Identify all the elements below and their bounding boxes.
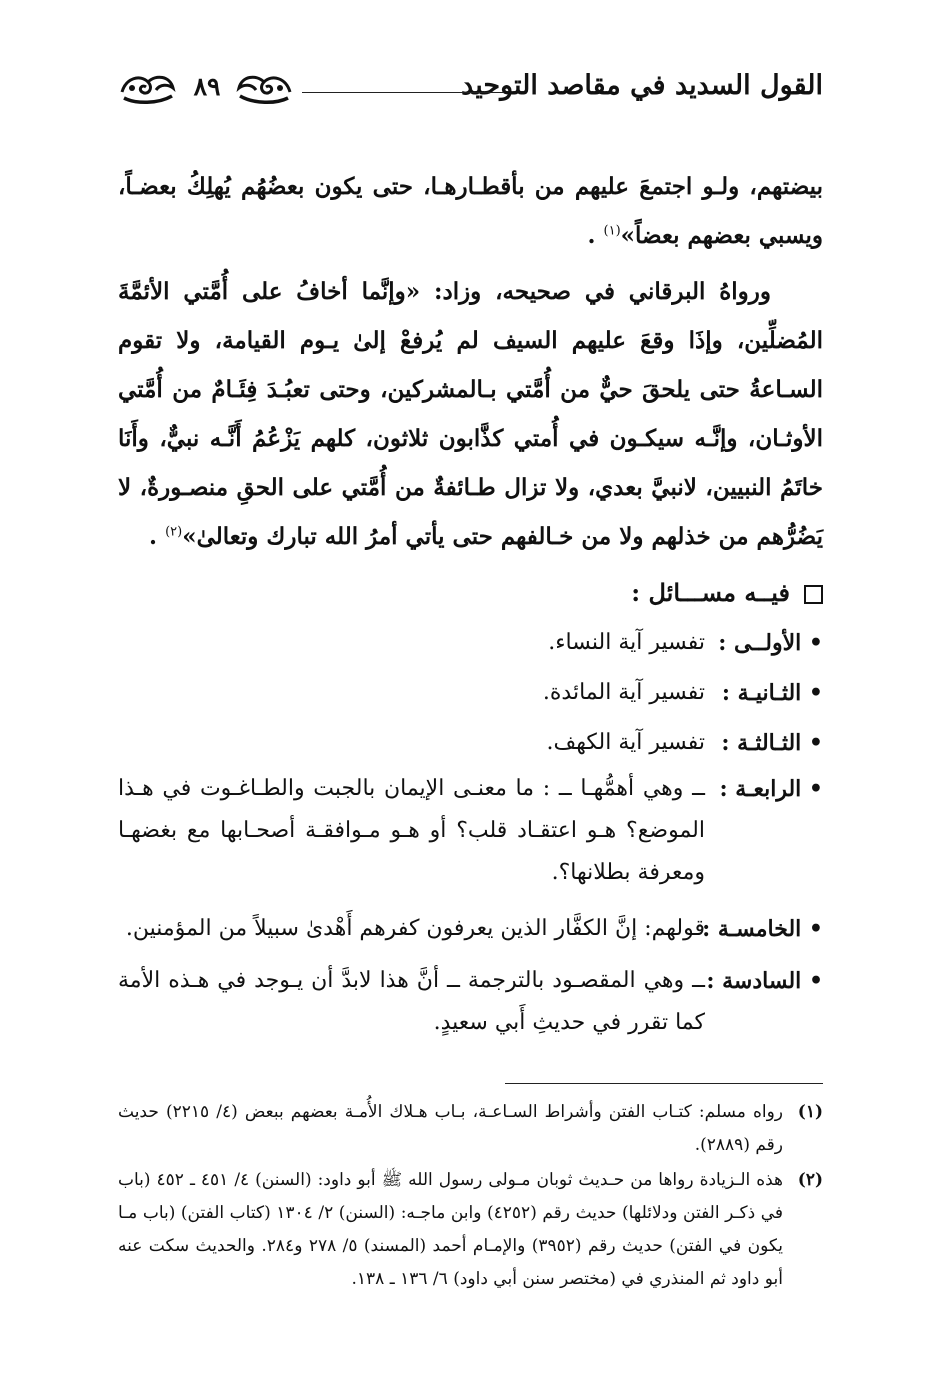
- footnote-text: هذه الـزيادة رواها من حـديث ثوبان مـولى رسول الله ﷺ أبو داود: (السنن) ٤/ ٤٥١ ـ ٤٥٢ (باب في ذكـر الفتن ودلائلها) حديث رقم (٤٢٥٢) وابن ماجـه: (السنن) ٢/ ١٣٠٤ (كتاب الفتن) (باب مـا يكون في الفتن) حديث رقم (٣٩٥٢) والإمـام أحمد (المسند) ٥/ ٢٧٨ و٢٨٤. والحديث سكت عنه أبو داود ثم المنذري في (مختصر سنن أبي داود) ٦/ ١٣٦ ـ ١٣٨.: [118, 1170, 784, 1289]
- header-divider: [302, 92, 503, 93]
- masail-item-label: • الخامسـة :: [702, 916, 823, 942]
- square-bullet-icon: [804, 585, 823, 604]
- masail-item: [118, 768, 823, 894]
- masail-item-text: تفسير آية النساء.: [548, 630, 705, 655]
- masail-heading: [631, 578, 823, 607]
- masail-item-label: • السادسة :: [706, 968, 823, 994]
- page-number: ٨٩: [193, 72, 221, 101]
- masail-heading-text: فيــه مســـائل :: [631, 578, 790, 607]
- masail-item-text: ــ وهي المقصـود بالترجمة ــ أنَّ هذا لابدَّ أن يـوجد في هـذه الأمة كما تقرر في حديثِ أَبي سعيدٍ.: [118, 968, 705, 1035]
- masail-item: [118, 908, 823, 950]
- footnote-ref: (٢): [165, 524, 183, 540]
- masail-item: [118, 722, 823, 764]
- masail-item-text: ــ وهي أهمُّهـا ــ : ما معنـى الإيمان بالجبت والطـاغـوت في هـذا الموضع؟ هـو اعتقـاد قلب؟ أو هـو مـوافقـة أصحـابها مع بغضهـا ومعرفة بطلانها؟.: [118, 776, 705, 885]
- book-title: القول السديد في مقاصد التوحيد: [461, 70, 823, 101]
- masail-item-label: • الثـالثـة :: [721, 730, 823, 756]
- arabesque-ornament-icon: [118, 70, 176, 106]
- paragraph-hadith-continuation: [118, 162, 823, 260]
- paragraph-text: بيضتهم، ولـو اجتمعَ عليهم من بأقطـارهـا، حتى يكون بعضُهُم يُهلِكُ بعضـاً، ويسبي بعضهم بعضاً»: [118, 173, 823, 249]
- masail-item: [118, 622, 823, 664]
- masail-item: [118, 672, 823, 714]
- footnote-text: رواه مسلم: كتـاب الفتن وأشراط السـاعـة، بـاب هـلاك الأُمـة بعضهم ببعض (٤/ ٢٢١٥) حديث رقم (٢٨٨٩).: [118, 1102, 783, 1155]
- footnote-number: (١): [797, 1102, 823, 1122]
- page-header: [118, 62, 823, 112]
- masail-item-text: قولهم: إنَّ الكفَّار الذين يعرفون كفرهم أَهْدىٰ سبيلاً من المؤمنين.: [125, 916, 705, 941]
- masail-item-label: • الثـانيـة :: [721, 680, 823, 706]
- arabesque-ornament-icon: [236, 70, 294, 106]
- footnote-ref: (١): [603, 223, 621, 239]
- footnote-divider: [505, 1083, 823, 1084]
- footnote: [118, 1164, 823, 1296]
- paragraph-barqani-addition: [118, 267, 823, 561]
- masail-item-label: • الرابعـة :: [719, 776, 823, 802]
- footnote-number: (٢): [797, 1170, 823, 1190]
- masail-item-label: • الأولــى :: [718, 630, 823, 656]
- masail-item: [118, 960, 823, 1044]
- paragraph-end: .: [587, 222, 596, 249]
- page-number-group: [118, 62, 298, 112]
- masail-item-text: تفسير آية الكهف.: [546, 730, 705, 755]
- paragraph-end: .: [149, 523, 158, 550]
- paragraph-text: ورواهُ البرقاني في صحيحه، وزاد: «وإنَّما أخافُ على أُمَّتي الأئمَّةَ المُضلِّين، وإذَا وقعَ عليهم السيف لم يُرفعْ إلىٰ يـوم القيامة، ولا تقوم السـاعةُ حتى يلحقَ حيٌّ من أُمَّتي بـالمشركين، وحتى تعبُـدَ فِئَـامٌ من أُمَّتي الأوثـان، وإنَّـه سيكـون في أُمتي كذَّابون ثلاثون، كلهم يَزْعُمُ أَنَّـه نبيٌّ، وأَنَا خاتَمُ النبيين، لانبيَّ بعدي، ولا تزال طـائفةٌ من أُمَّتي على الحقِ منصـورةٌ، لا يَضُرُّهم من خذلهم ولا من خـالفهم حتى يأتي أمرُ الله تبارك وتعالىٰ»: [118, 278, 824, 550]
- masail-item-text: تفسير آية المائدة.: [542, 680, 705, 705]
- footnote: [118, 1096, 823, 1162]
